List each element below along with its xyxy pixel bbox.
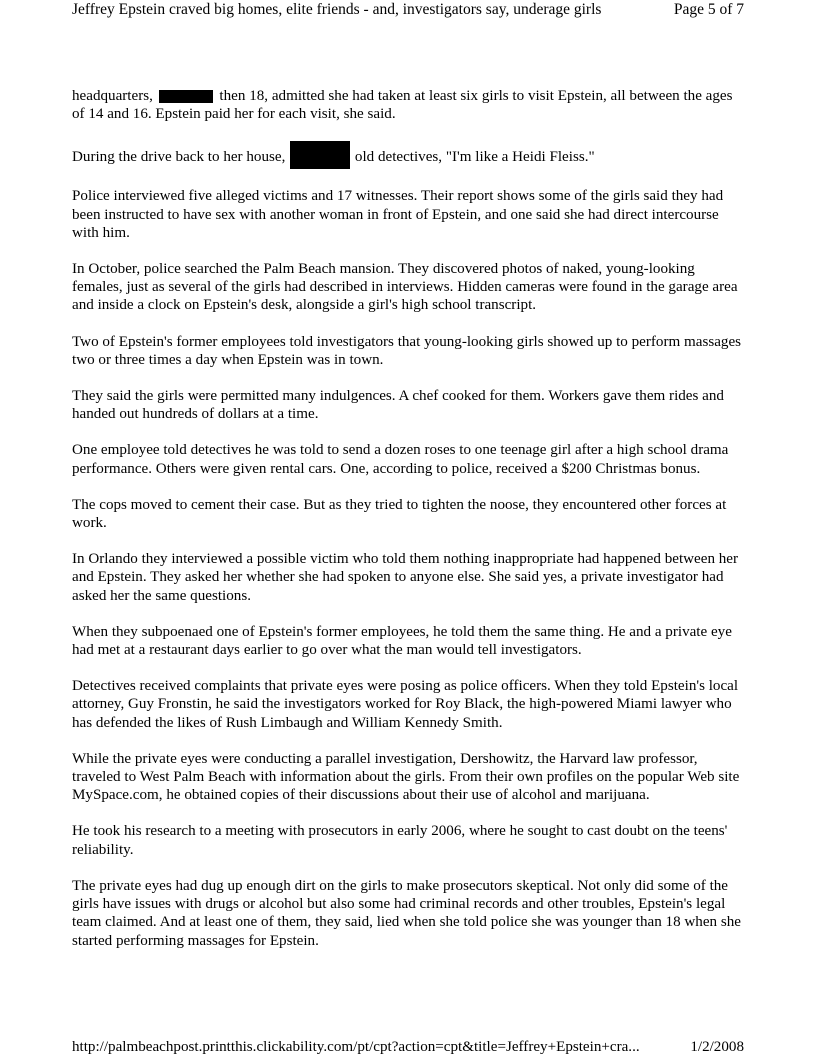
paragraph: During the drive back to her house, old detectives, "I'm like a Heidi Fleiss." [72,141,746,169]
page-header [72,0,744,22]
paragraph: Detectives received complaints that private eyes were posing as police officers. When they told Epstein's local attorney, Guy Fronstin, he said the investigators worked for Roy Black, the high-powered Miami lawyer who has defended the likes of Rush Limbaugh and William Kennedy Smith. [72,678,739,731]
paragraph: Two of Epstein's former employees told investigators that young-looking girls showed up to perform massages two or three times a day when Epstein was in town. [72,333,742,368]
paragraph: They said the girls were permitted many indulgences. A chef cooked for them. Workers gave them rides and handed out hundreds of dollars at a time. [72,388,724,423]
article-body [72,87,746,968]
paragraph: In October, police searched the Palm Beach mansion. They discovered photos of naked, young-looking females, just as several of the girls had described in interviews. Hidden cameras were found in the garage area and inside a clock on Epstein's desk, alongside a girl's high school transcript. [72,261,738,314]
redaction-box [290,141,350,169]
paragraph: The cops moved to cement their case. But as they tried to tighten the noose, they encountered other forces at work. [72,496,727,532]
paragraph: The private eyes had dug up enough dirt on the girls to make prosecutors skeptical. Not only did some of the girls have issues with drugs or alcohol but also some had criminal records and other troubles, Epstein's legal team claimed. And at least one of them, they said, lied when she told police she was younger than 18 when she started performing massages for Epstein. [72,877,741,949]
paragraph: headquarters, then 18, admitted she had taken at least six girls to visit Epstein, all between the ages of 14 and 16. Epstein paid her for each visit, she said. [72,88,733,123]
paragraph: While the private eyes were conducting a parallel investigation, Dershowitz, the Harvard law professor, traveled to West Palm Beach with information about the girls. From their own profiles on the popular Web site MySpace.com, he obtained copies of their discussions about their use of alcohol and marijuana. [72,750,740,804]
paragraph: Police interviewed five alleged victims and 17 witnesses. Their report shows some of the girls said they had been instructed to have sex with another woman in front of Epstein, and one said she had direct intercourse with him. [72,188,724,241]
paragraph: When they subpoenaed one of Epstein's former employees, he told them the same thing. He and a private eye had met at a restaurant days earlier to go over what the man would tell investigators. [72,623,732,659]
paragraph: He took his research to a meeting with prosecutors in early 2006, where he sought to cast doubt on the teens' reliability. [72,823,728,858]
page-number: Page 5 of 7 [673,1,744,18]
print-date: 1/2/2008 [690,1039,744,1055]
source-url: http://palmbeachpost.printthis.clickability.com/pt/cpt?action=cpt&title=Jeffrey+Epstein+cra... [72,1039,640,1055]
paragraph: In Orlando they interviewed a possible victim who told them nothing inappropriate had happened between her and Epstein. They asked her whether she had spoken to anyone else. She said yes, a private investigator had asked her the same questions. [72,551,739,604]
page-footer [72,1038,744,1056]
document-title: Jeffrey Epstein craved big homes, elite friends - and, investigators say, underage girls [72,1,602,18]
redaction-box [159,90,213,103]
paragraph: One employee told detectives he was told to send a dozen roses to one teenage girl after a high school drama performance. Others were given rental cars. One, according to police, received a $200 Christmas bonus. [72,442,729,477]
